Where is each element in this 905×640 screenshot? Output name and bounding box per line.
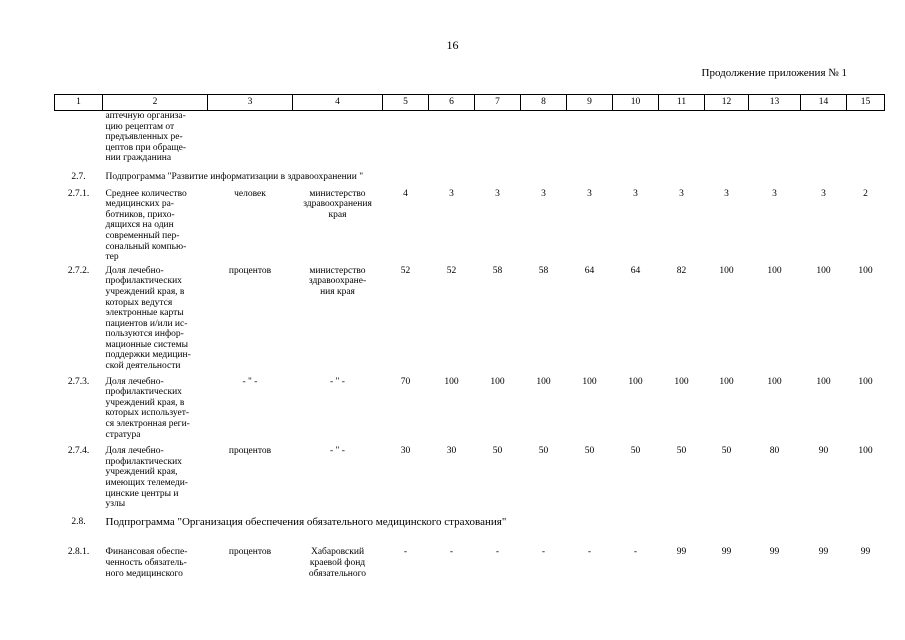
column-header: 1 — [55, 95, 103, 111]
indicator-row — [55, 547, 885, 579]
year-value: 99 — [769, 547, 780, 558]
column-header: 7 — [475, 95, 521, 111]
year-value: 80 — [769, 446, 780, 457]
year-value: 100 — [674, 376, 689, 387]
year-value: 99 — [860, 547, 871, 558]
year-value: - — [495, 547, 500, 558]
row-number: 2.7.3. — [67, 376, 90, 387]
indicator-name: Доля лечебно- профилактических учреждений края, в которых ведутся электронные карты пациентов и/или ис- пользуются инфор- мационные системы поддержки медицин- ской деятельности — [105, 265, 191, 372]
year-value: 4 — [403, 188, 408, 199]
year-value: 100 — [858, 446, 873, 457]
column-header: 4 — [293, 95, 383, 111]
year-value: 30 — [400, 446, 411, 457]
year-value: 3 — [772, 188, 777, 199]
year-value: 64 — [584, 265, 595, 276]
year-value: 58 — [492, 265, 503, 276]
year-value: 90 — [818, 446, 829, 457]
unit-of-measure: процентов — [228, 446, 272, 457]
subprogram-number: 2.8. — [71, 516, 86, 527]
year-value: 100 — [536, 376, 551, 387]
indicator-row — [55, 266, 885, 377]
year-value: 100 — [767, 265, 782, 276]
year-value: 99 — [721, 547, 732, 558]
subprogram-row — [55, 164, 885, 189]
indicator-name: Финансовая обеспе- ченность обязатель- ного медицинского — [105, 547, 188, 579]
header-row — [55, 95, 885, 111]
row-number: 2.8.1. — [67, 547, 90, 558]
indicator-row — [55, 377, 885, 447]
column-header: 11 — [659, 95, 705, 111]
year-value: - — [541, 547, 546, 558]
year-value: 50 — [630, 446, 641, 457]
unit-of-measure: - " - — [242, 376, 258, 387]
year-value: 3 — [449, 188, 454, 199]
responsible-executor: министерство здравоохранения края — [303, 188, 372, 220]
column-header: 12 — [705, 95, 749, 111]
column-header: 6 — [429, 95, 475, 111]
year-value: 100 — [816, 265, 831, 276]
year-value: 100 — [816, 376, 831, 387]
year-value: - — [449, 547, 454, 558]
year-value: 58 — [538, 265, 549, 276]
unit-of-measure: человек — [234, 188, 266, 199]
row-number: 2.7.1. — [67, 188, 90, 199]
year-value: 99 — [818, 547, 829, 558]
year-value: - — [587, 547, 592, 558]
indicators-table — [54, 94, 885, 579]
year-value: 100 — [490, 376, 505, 387]
responsible-executor: - " - — [330, 376, 345, 387]
subprogram-row — [55, 515, 885, 548]
year-value: 3 — [541, 188, 546, 199]
year-value: 50 — [538, 446, 549, 457]
year-value: 30 — [446, 446, 457, 457]
appendix-continuation-title: Продолжение приложения № 1 — [701, 67, 847, 79]
page-number: 16 — [446, 38, 459, 52]
year-value: 100 — [858, 376, 873, 387]
column-header: 15 — [847, 95, 885, 111]
column-header: 8 — [521, 95, 567, 111]
column-header: 9 — [567, 95, 613, 111]
continuation-row — [55, 111, 885, 164]
row-number: 2.7.4. — [67, 446, 90, 457]
year-value: 52 — [400, 265, 411, 276]
year-value: 2 — [863, 188, 868, 199]
column-header: 14 — [801, 95, 847, 111]
year-value: 100 — [858, 265, 873, 276]
column-header: 13 — [749, 95, 801, 111]
year-value: 3 — [679, 188, 684, 199]
subprogram-number: 2.7. — [71, 171, 86, 182]
year-value: 70 — [400, 376, 411, 387]
indicator-row — [55, 446, 885, 515]
year-value: 50 — [492, 446, 503, 457]
year-value: 100 — [582, 376, 597, 387]
year-value: 64 — [630, 265, 641, 276]
responsible-executor: - " - — [330, 446, 345, 457]
indicator-row — [55, 189, 885, 266]
unit-of-measure: процентов — [228, 547, 272, 558]
row-number: 2.7.2. — [67, 265, 90, 276]
year-value: 3 — [821, 188, 826, 199]
year-value: 100 — [767, 376, 782, 387]
year-value: 52 — [446, 265, 457, 276]
year-value: 3 — [495, 188, 500, 199]
indicator-name: Доля лечебно- профилактических учреждений края, имеющих телемеди- цинские центры и узлы — [105, 446, 188, 510]
unit-of-measure: процентов — [228, 265, 272, 276]
column-header: 5 — [383, 95, 429, 111]
column-header: 10 — [613, 95, 659, 111]
year-value: - — [403, 547, 408, 558]
column-header: 3 — [208, 95, 293, 111]
indicator-name: Среднее количество медицинских ра- ботников, прихо- дящихся на один современный пер- сональный компью- тер — [105, 188, 187, 263]
indicator-name: Доля лечебно- профилактических учреждений края, в которых использует- ся электронная реги- стратура — [105, 376, 190, 440]
year-value: 100 — [719, 265, 734, 276]
year-value: 3 — [633, 188, 638, 199]
continuation-text: аптечную организа- цию рецептам от предъявленных ре- цептов при обраще- нии гражданина — [105, 111, 187, 164]
year-value: 50 — [584, 446, 595, 457]
year-value: 3 — [724, 188, 729, 199]
subprogram-title: Подпрограмма "Развитие информатизации в здравоохранении " — [105, 171, 364, 182]
year-value: 82 — [676, 265, 687, 276]
column-header: 2 — [103, 95, 208, 111]
year-value: 50 — [676, 446, 687, 457]
responsible-executor: Хабаровский краевой фонд обязательного — [308, 547, 367, 579]
responsible-executor: министерство здравоохране- ния края — [308, 265, 367, 297]
year-value: 100 — [628, 376, 643, 387]
year-value: 100 — [444, 376, 459, 387]
subprogram-title: Подпрограмма "Организация обеспечения обязательного медицинского страхования" — [105, 515, 507, 528]
year-value: 99 — [676, 547, 687, 558]
year-value: 3 — [587, 188, 592, 199]
year-value: 100 — [719, 376, 734, 387]
year-value: - — [633, 547, 638, 558]
year-value: 50 — [721, 446, 732, 457]
